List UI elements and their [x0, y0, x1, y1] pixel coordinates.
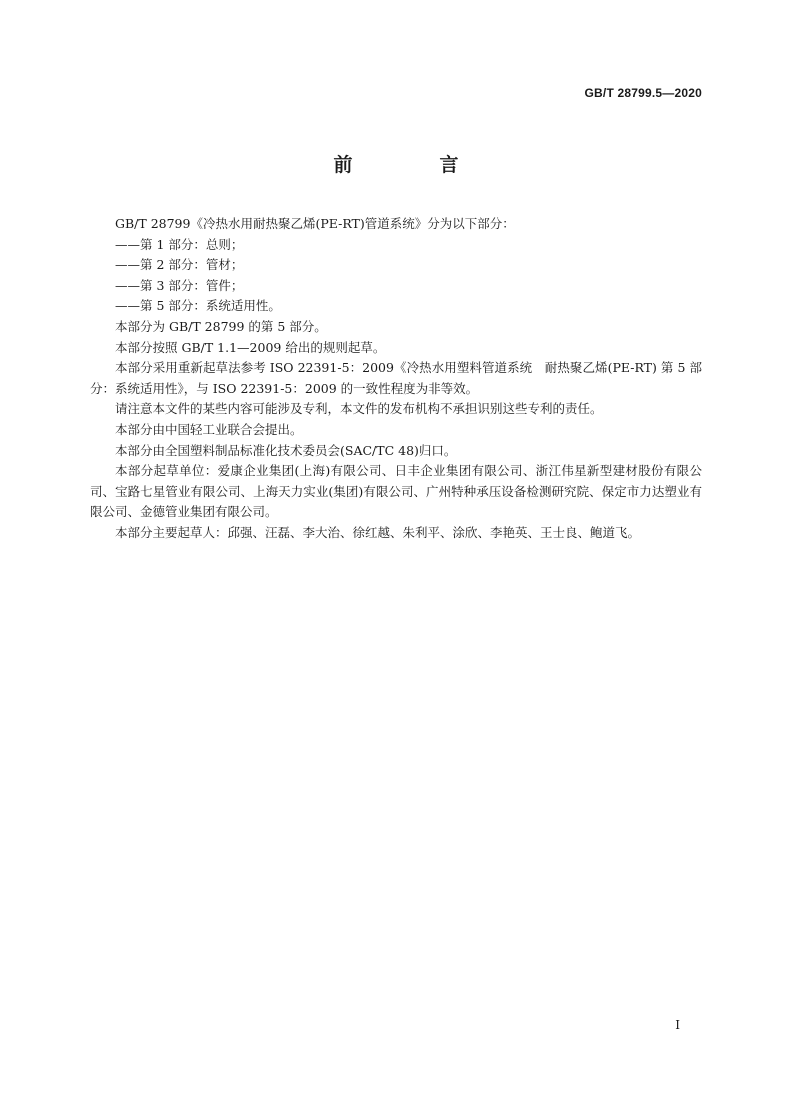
list-item-part-1: ——第 1 部分：总则； [115, 236, 244, 252]
document-code: GB/T 28799.5—2020 [584, 86, 702, 100]
list-item-part-2: ——第 2 部分：管材； [115, 257, 244, 273]
paragraph-drafting-rules: 本部分按照 GB/T 1.1—2009 给出的规则起草。 [115, 339, 386, 355]
paragraph-part-statement: 本部分为 GB/T 28799 的第 5 部分。 [115, 318, 327, 334]
list-item-part-3: ——第 3 部分：管件； [115, 277, 244, 293]
paragraph-iso-reference: 本部分采用重新起草法参考 ISO 22391-5：2009《冷热水用塑料管道系统 耐热聚乙烯(PE-RT) 第 5 部分：系统适用性》，与 ISO 22391-5：2009 的一致性程度为非等效。 [90, 360, 702, 396]
list-item-part-5: ——第 5 部分：系统适用性。 [115, 298, 281, 314]
paragraph-parts-intro: GB/T 28799《冷热水用耐热聚乙烯(PE-RT)管道系统》分为以下部分： [115, 216, 515, 231]
paragraph-proposer: 本部分由中国轻工业联合会提出。 [115, 421, 303, 437]
paragraph-drafting-units: 本部分起草单位：爱康企业集团(上海)有限公司、日丰企业集团有限公司、浙江伟星新型建材股份有限公司、宝路七星管业有限公司、上海天力实业(集团)有限公司、广州特种承压设备检测研究院、保定市力达塑业有限公司、金德管业集团有限公司。 [90, 463, 702, 520]
paragraph-committee: 本部分由全国塑料制品标准化技术委员会(SAC/TC 48)归口。 [115, 442, 457, 458]
paragraph-drafters: 本部分主要起草人：邱强、汪磊、李大治、徐红越、朱利平、涂欣、李艳英、王士良、鲍道飞。 [115, 524, 641, 540]
foreword-body [90, 214, 702, 544]
paragraph-patent-notice: 请注意本文件的某些内容可能涉及专利，本文件的发布机构不承担识别这些专利的责任。 [115, 401, 603, 417]
page-title: 前 言 [333, 154, 493, 176]
page-number: I [675, 1018, 680, 1032]
